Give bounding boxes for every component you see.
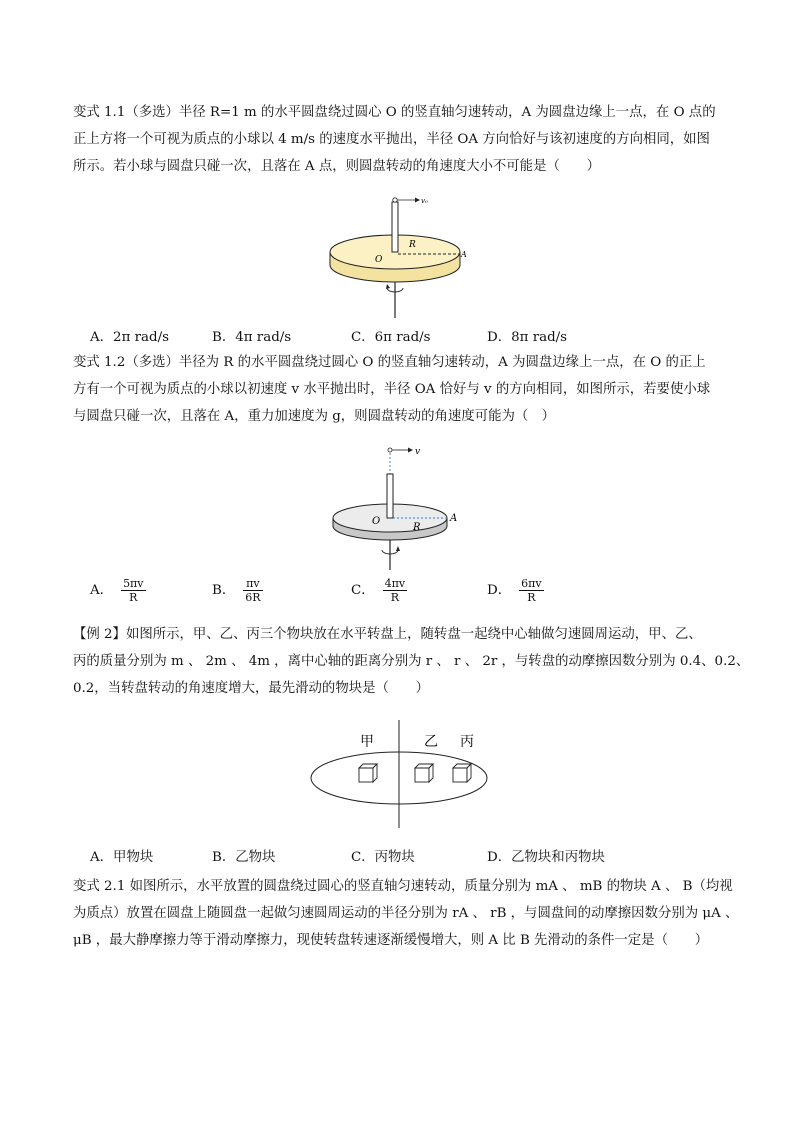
q2-option-a[interactable] — [90, 577, 146, 604]
question-2-1 — [73, 873, 739, 954]
q2-option-d-letter: D． — [487, 583, 512, 598]
q2-option-a-den: R — [129, 591, 138, 604]
q2-line-3: 与圆盘只碰一次，且落在 A，重力加速度为 g，则圆盘转动的角速度可能为（ ） — [73, 409, 556, 424]
q2-option-a-num: 5πv — [123, 577, 144, 590]
q2-options — [90, 577, 730, 617]
q3-option-a[interactable]: A．甲物块 — [90, 850, 154, 865]
q2-line-2: 方有一个可视为质点的小球以初速度 v 水平抛出时，半径 OA 恰好与 v 的方向相同，如图所示，若要使小球 — [73, 382, 711, 397]
A-label-2: A — [450, 513, 458, 524]
yi-label: 乙 — [424, 734, 438, 750]
v0-label: v₀ — [421, 197, 428, 205]
question-1-1 — [73, 99, 723, 180]
block-jia — [359, 764, 377, 782]
q4-line-3: μB ，最大静摩擦力等于滑动摩擦力，现使转盘转速逐渐缓慢增大，则 A 比 B 先滑动的条件一定是（ ） — [73, 933, 709, 948]
q3-line-3: 0.2，当转盘转动的角速度增大，最先滑动的物块是（ ） — [73, 681, 430, 696]
q1-option-b[interactable]: B．4π rad/s — [212, 330, 292, 345]
block-yi — [415, 764, 433, 782]
q3-line-1: 【例 2】如图所示，甲、乙、丙三个物块放在水平转盘上，随转盘一起绕中心轴做匀速圆周运动，甲、乙、 — [73, 627, 702, 642]
q2-option-d-fraction — [519, 577, 543, 604]
bing-label: 丙 — [460, 734, 474, 750]
q1-option-c[interactable]: C．6π rad/s — [351, 330, 431, 345]
q2-option-b-letter: B． — [212, 583, 236, 598]
block-bing — [453, 764, 471, 782]
q3-options — [90, 846, 730, 872]
q2-option-c-fraction — [383, 577, 407, 604]
q1-option-d[interactable]: D．8π rad/s — [487, 330, 568, 345]
q3-option-c[interactable]: C．丙物块 — [351, 850, 415, 865]
q2-option-a-letter: A． — [90, 583, 114, 598]
figure-turntable-blocks — [305, 718, 495, 830]
q2-option-c-den: R — [390, 591, 400, 604]
q2-option-c[interactable] — [351, 577, 407, 604]
O-label-2: O — [372, 516, 381, 527]
q2-option-b-num: πv — [243, 577, 262, 591]
A-label: A — [461, 250, 467, 259]
q2-option-b[interactable] — [212, 577, 263, 604]
q2-option-c-num: 4πv — [384, 577, 406, 590]
q4-line-1: 变式 2.1 如图所示，水平放置的圆盘绕过圆心的竖直轴匀速转动，质量分别为 mA 、 mB 的物块 A 、 B（均视 — [73, 879, 733, 894]
q3-line-2: 丙的质量分别为 m 、 2m 、 4m ，离中心轴的距离分别为 r 、 r 、 2r ，与转盘的动摩擦因数分别为 0.4、0.2、 — [73, 654, 750, 669]
question-1-2 — [73, 349, 723, 430]
q2-line-1: 变式 1.2（多选）半径为 R 的水平圆盘绕过圆心 O 的竖直轴匀速转动，A 为圆盘边缘上一点，在 O 的正上 — [73, 355, 706, 370]
q2-option-d-num: 6πv — [521, 577, 542, 590]
v-label: v — [415, 447, 421, 457]
q3-option-b[interactable]: B．乙物块 — [212, 850, 276, 865]
figure-yellow-disk — [325, 192, 475, 320]
q1-option-a[interactable]: A．2π rad/s — [90, 330, 169, 345]
q2-option-b-fraction — [243, 577, 262, 604]
q1-line-1: 变式 1.1（多选）半径 R=1 m 的水平圆盘绕过圆心 O 的竖直轴匀速转动，A 为圆盘边缘上一点，在 O 点的 — [73, 105, 716, 120]
jia-label: 甲 — [360, 734, 374, 750]
q4-line-2: 为质点）放置在圆盘上随圆盘一起做匀速圆周运动的半径分别为 rA 、 rB ，与圆盘间的动摩擦因数分别为 μA 、 — [73, 906, 739, 921]
figure-gray-disk — [330, 442, 470, 572]
q3-option-d[interactable]: D．乙物块和丙物块 — [487, 850, 605, 865]
question-example-2 — [73, 621, 750, 702]
R-label: R — [409, 240, 416, 250]
q1-line-2: 正上方将一个可视为质点的小球以 4 m/s 的速度水平抛出，半径 OA 方向恰好与该初速度的方向相同，如图 — [73, 132, 710, 147]
q1-line-3: 所示。若小球与圆盘只碰一次，且落在 A 点，则圆盘转动的角速度大小不可能是（ ） — [73, 159, 601, 174]
q2-option-d-den: R — [527, 591, 536, 604]
q2-option-a-fraction — [121, 577, 145, 604]
q2-option-d[interactable] — [487, 577, 544, 604]
q2-option-c-letter: C． — [351, 583, 375, 598]
q2-option-b-den: 6R — [245, 591, 261, 604]
R-label-2: R — [413, 522, 421, 533]
O-label: O — [375, 255, 383, 265]
